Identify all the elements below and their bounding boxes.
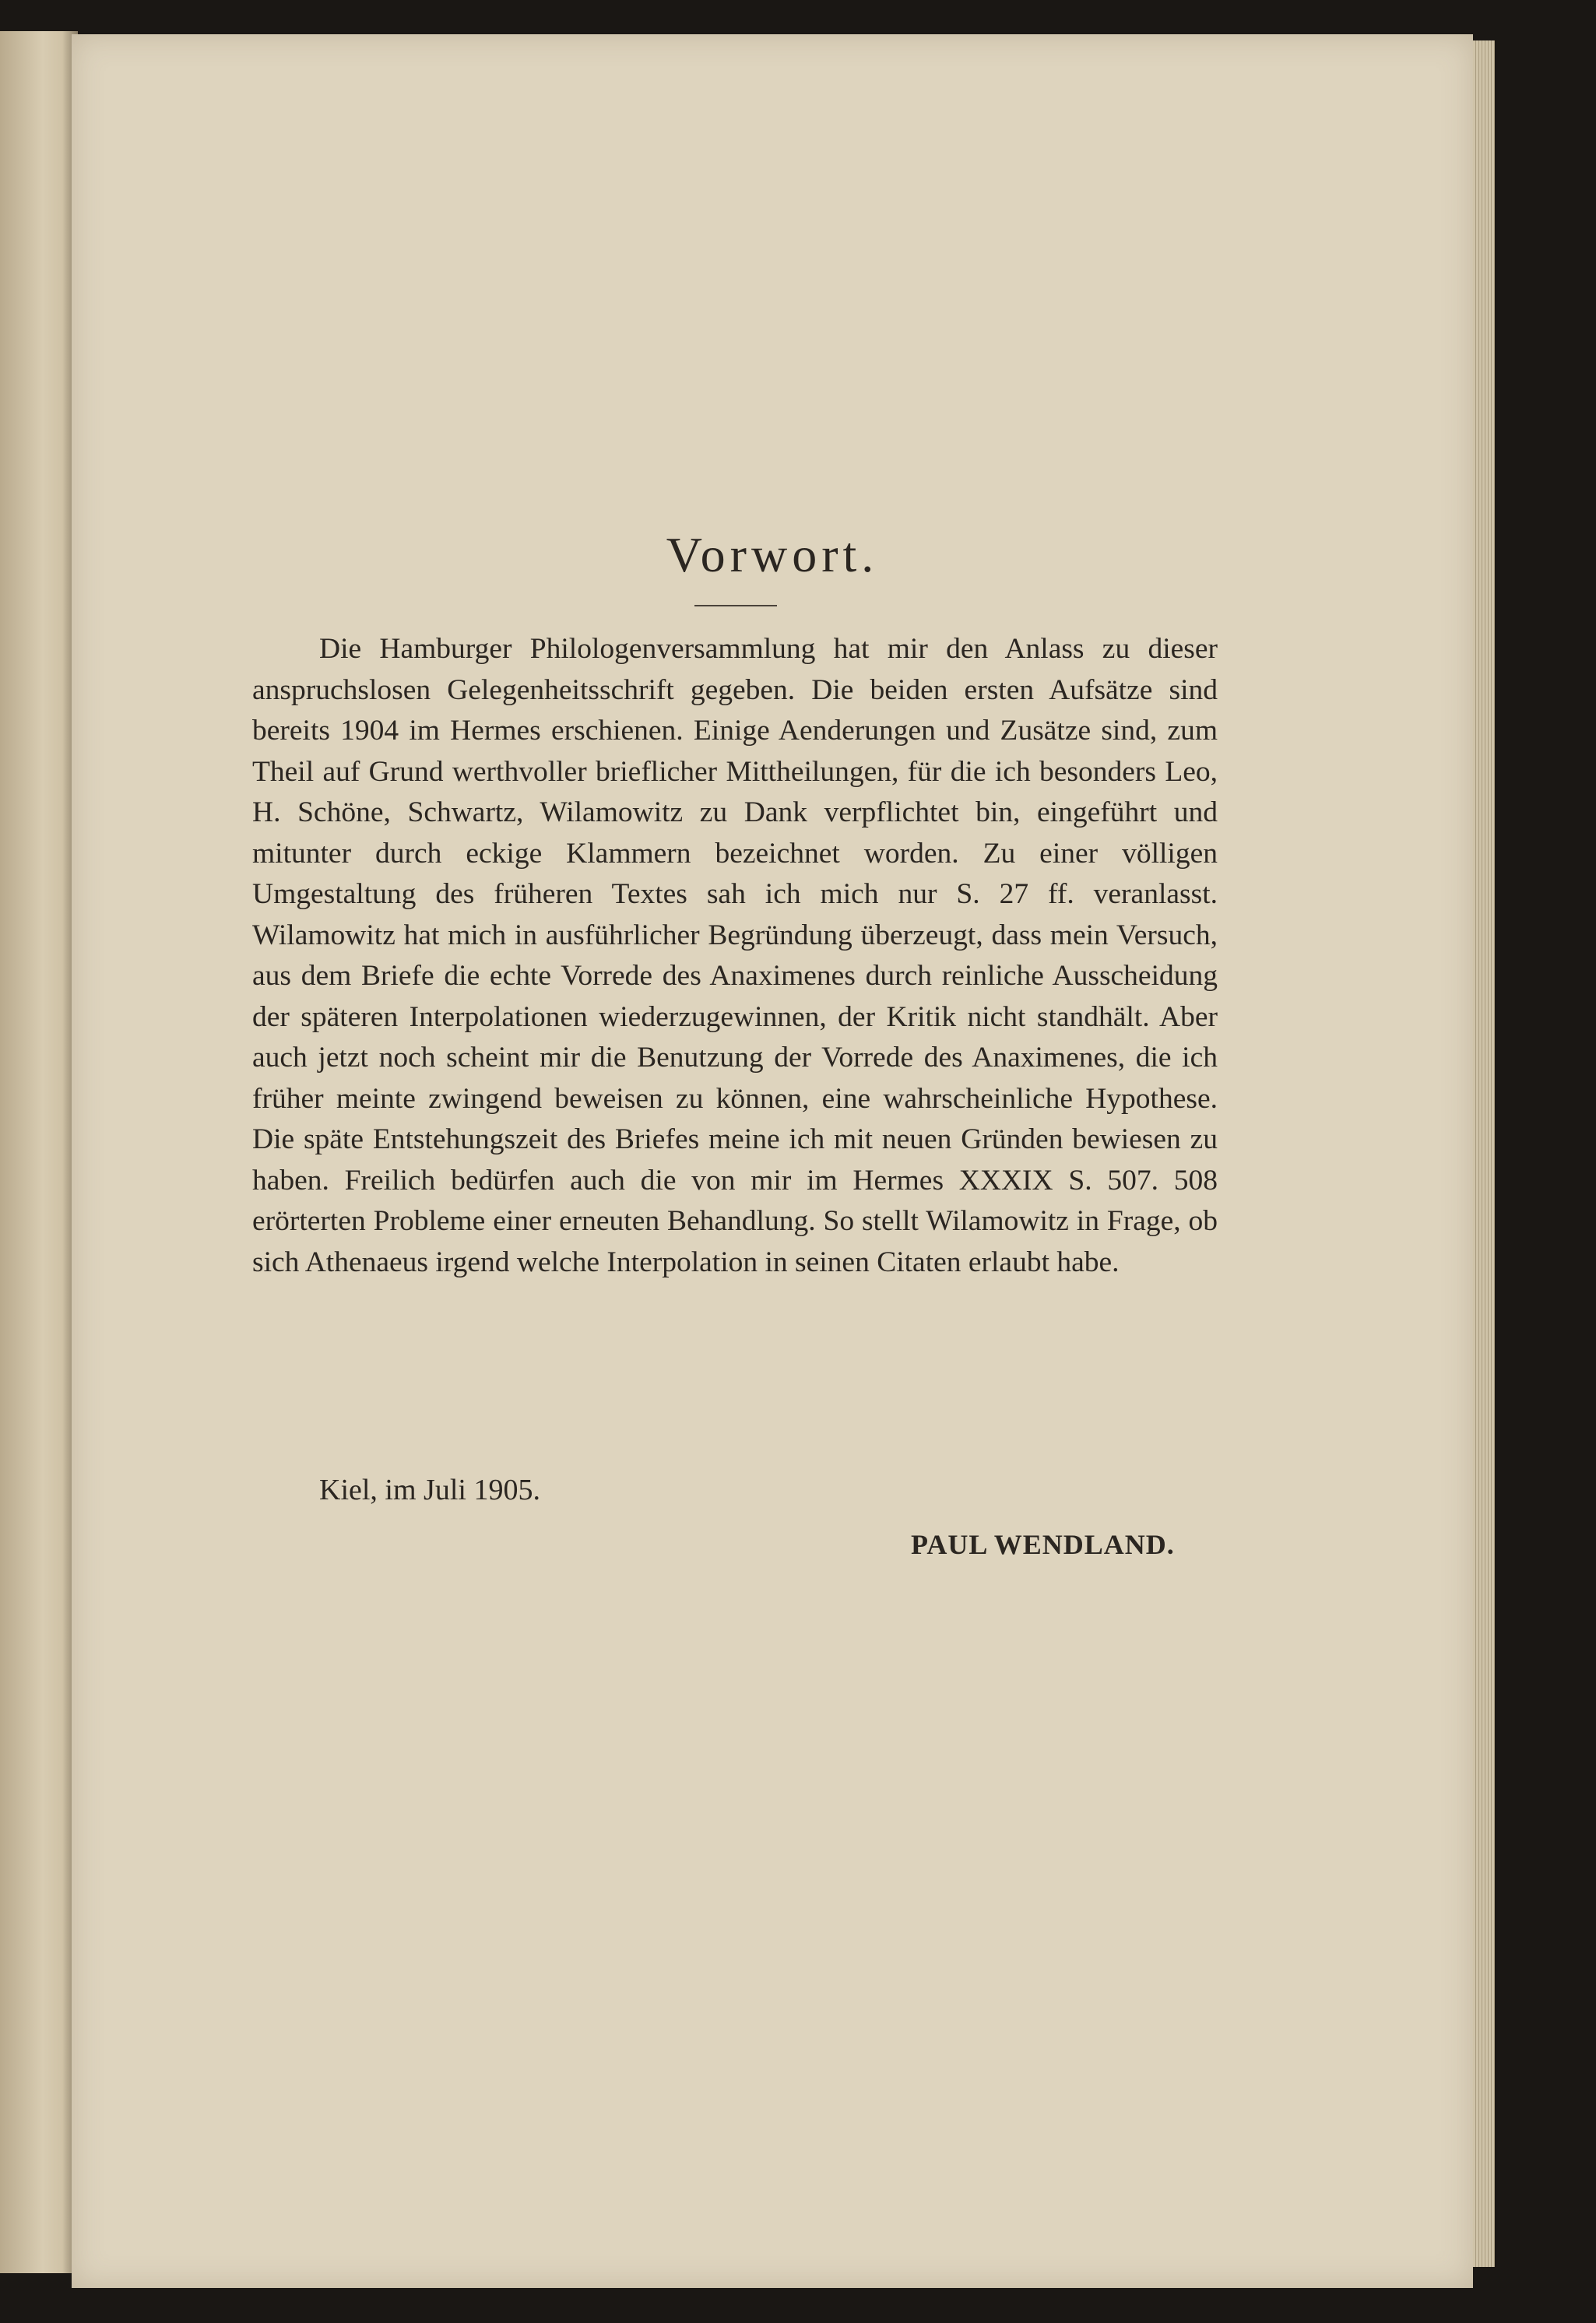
- place-date: Kiel, im Juli 1905.: [319, 1474, 540, 1506]
- left-page-edge: [0, 31, 78, 2273]
- preface-body: Die Hamburger Philologenversammlung hat mir den Anlass zu dieser anspruchslosen Gelegenheitsschrift gegeben. Die beiden ersten Aufsätze sind bereits 1904 im Hermes erschienen. Einige Aenderungen und Zusätze sind, zum Theil auf Grund werthvoller brieflicher Mittheilungen, für die ich besonders Leo, H. Schöne, Schwartz, Wilamowitz zu Dank verpflichtet bin, eingeführt und mitunter durch eckige Klammern bezeichnet worden. Zu einer völligen Umgestaltung des früheren Textes sah ich mich nur S. 27 ff. veranlasst. Wilamowitz hat mich in ausführlicher Begründung überzeugt, dass mein Versuch, aus dem Briefe die echte Vorrede des Anaximenes durch reinliche Ausscheidung der späteren Interpolationen wiederzugewinnen, der Kritik nicht standhält. Aber auch jetzt noch scheint mir die Benutzung der Vorrede des Anaximenes, die ich früher meinte zwingend beweisen zu können, eine wahrscheinliche Hypothese. Die späte Entstehungszeit des Briefes meine ich mit neuen Gründen bewiesen zu haben. Freilich bedürfen auch die von mir im Hermes XXXIX S. 507. 508 erörterten Probleme einer erneuten Behandlung. So stellt Wilamowitz in Frage, ob sich Athenaeus irgend welche Interpolation in seinen Citaten erlaubt habe.: [252, 633, 1218, 1278]
- author-signature: PAUL WENDLAND.: [911, 1529, 1175, 1560]
- page-stack-edge: [1473, 40, 1495, 2267]
- title-rule: [694, 605, 777, 606]
- book-page: [72, 34, 1473, 2288]
- page-title: Vorwort.: [666, 527, 879, 582]
